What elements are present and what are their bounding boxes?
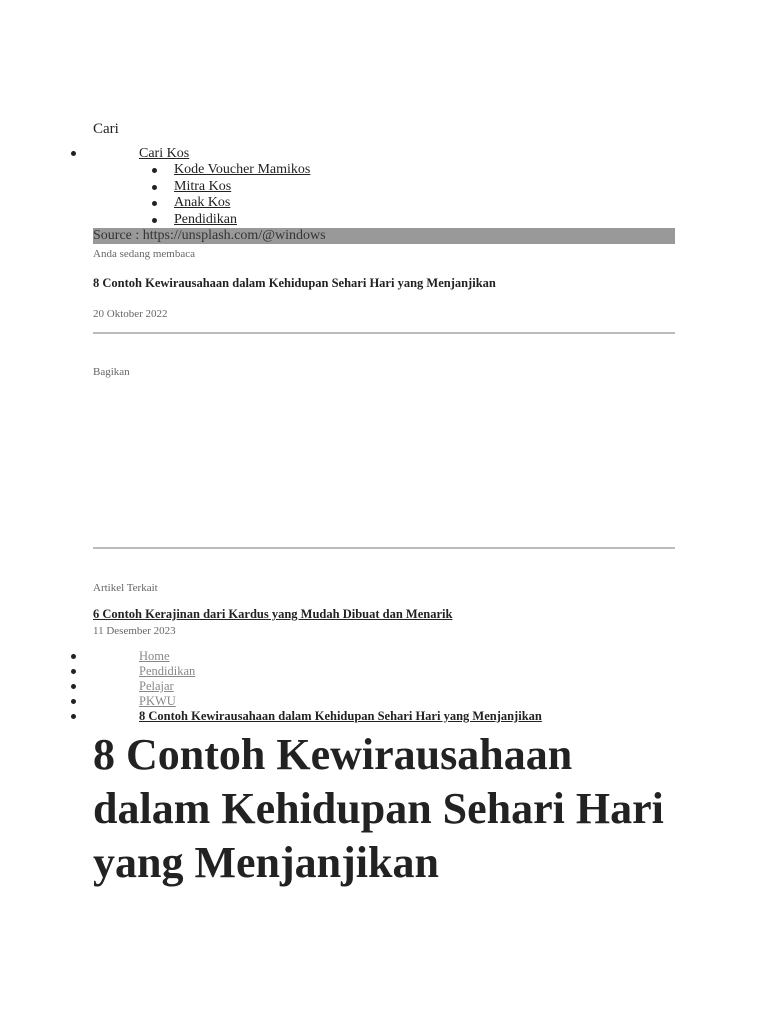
related-articles-label: Artikel Terkait — [93, 582, 158, 594]
sub-nav — [174, 162, 310, 228]
bullet-icon — [71, 684, 76, 689]
bullet-icon — [152, 168, 157, 173]
breadcrumb-link-current[interactable]: 8 Contoh Kewirausahaan dalam Kehidupan Sehari Hari yang Menjanjikan — [139, 709, 542, 723]
breadcrumb-link-home[interactable]: Home — [139, 649, 170, 663]
article-title: 8 Contoh Kewirausahaan dalam Kehidupan Sehari Hari yang Menjanjikan — [93, 730, 664, 887]
now-reading-label: Anda sedang membaca — [93, 248, 196, 260]
nav-link-pendidikan[interactable]: Pendidikan — [174, 211, 237, 227]
bullet-icon — [71, 654, 76, 659]
breadcrumb-item — [93, 664, 542, 679]
bullet-icon — [71, 151, 76, 156]
nav-link-anak-kos[interactable]: Anak Kos — [174, 195, 231, 210]
divider — [93, 332, 675, 334]
image-source-caption: Source : https://unsplash.com/@windows — [93, 228, 675, 244]
bullet-icon — [152, 185, 157, 190]
sub-nav-item — [174, 212, 310, 229]
now-reading-title: 8 Contoh Kewirausahaan dalam Kehidupan Sehari Hari yang Menjanjikan — [93, 276, 496, 290]
breadcrumb-item — [93, 694, 542, 709]
breadcrumb-item — [93, 679, 542, 694]
breadcrumb-link-pendidikan[interactable]: Pendidikan — [139, 664, 196, 678]
breadcrumb-item — [93, 649, 542, 664]
nav-link-cari-kos[interactable]: Cari Kos — [139, 146, 190, 161]
sub-nav-item — [174, 162, 310, 179]
sub-nav-item — [174, 179, 310, 196]
divider — [93, 547, 675, 549]
breadcrumb-link-pkwu[interactable]: PKWU — [139, 694, 176, 708]
search-label[interactable]: Cari — [93, 121, 119, 137]
bullet-icon — [152, 218, 157, 223]
related-article-link[interactable]: 6 Contoh Kerajinan dari Kardus yang Mudah Dibuat dan Menarik — [93, 607, 453, 621]
nav-item-cari-kos — [93, 145, 310, 228]
breadcrumb-link-pelajar[interactable]: Pelajar — [139, 679, 174, 693]
breadcrumb — [93, 649, 542, 724]
sub-nav-item — [174, 195, 310, 212]
nav-link-kode-voucher[interactable]: Kode Voucher Mamikos — [174, 162, 311, 177]
nav-link-mitra-kos[interactable]: Mitra Kos — [174, 178, 232, 194]
related-article-date: 11 Desember 2023 — [93, 625, 176, 637]
share-label: Bagikan — [93, 366, 130, 378]
bullet-icon — [152, 201, 157, 206]
bullet-icon — [71, 714, 76, 719]
now-reading-date: 20 Oktober 2022 — [93, 308, 168, 320]
bullet-icon — [71, 699, 76, 704]
main-nav — [93, 145, 310, 228]
bullet-icon — [71, 669, 76, 674]
breadcrumb-item-current — [93, 709, 542, 724]
